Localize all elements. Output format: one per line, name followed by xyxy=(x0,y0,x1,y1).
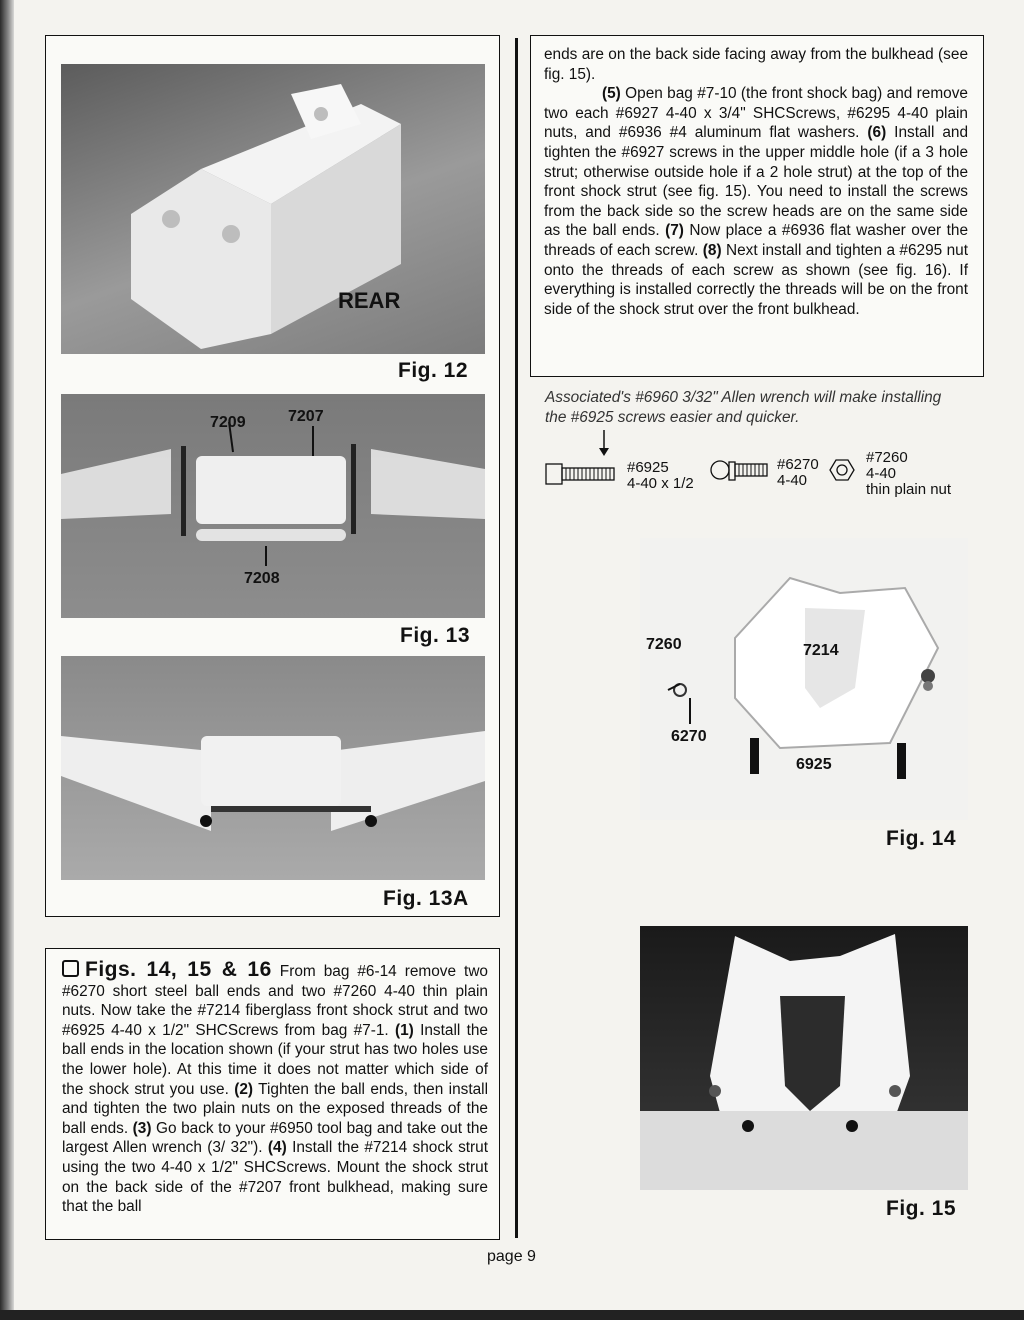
fig13-label: Fig. 13 xyxy=(400,624,471,647)
fig15-photo xyxy=(640,926,968,1190)
part-6270: #6270 4-40 xyxy=(777,456,819,489)
step-1-number: (1) xyxy=(394,1021,414,1039)
fig13a-photo xyxy=(61,656,485,880)
shock-strut-illustration xyxy=(640,538,968,820)
step-3-text: Go back to your #6950 tool bag and take out the largest Allen wrench (3/ 32"). xyxy=(62,1119,488,1157)
instructions-lead: From bag #6-14 remove two #6270 short steel ball ends and two #7260 4-40 thin plain nuts. Now take the #7214 fiberglass front shock strut and two #6925 4-40 x 1/2" SHCScrews from bag #7-1. xyxy=(62,963,488,1039)
instructions-text-left xyxy=(62,960,488,1217)
step-6-number: (6) xyxy=(867,124,887,142)
page-number: page 9 xyxy=(487,1248,536,1265)
step-2-text: Tighten the ball ends, then install and tighten the two plain nuts on the exposed threads of the ball ends. xyxy=(62,1080,489,1137)
step-1-text: Install the ball ends in the location shown (if your strut has two holes use the lower hole). At this time it does not matter which side of the shock strut you use. xyxy=(62,1021,488,1098)
fig13-callout-7209: 7209 xyxy=(210,414,246,431)
step-2-number: (2) xyxy=(234,1080,254,1098)
continued-text: ends are on the back side facing away from the bulkhead (see fig. 15). xyxy=(544,46,968,83)
part-6925: #6925 4-40 x 1/2 xyxy=(627,459,694,492)
book-binding-edge xyxy=(0,0,14,1320)
assembled-bulkhead-illustration xyxy=(61,656,485,880)
installed-strut-illustration xyxy=(640,926,968,1190)
allen-wrench-note: Associated's #6960 3/32" Allen wrench will make installing the #6925 screws easier and quicker. xyxy=(545,389,942,426)
step-7-number: (7) xyxy=(665,222,684,240)
step-3-number: (3) xyxy=(132,1119,152,1137)
fig13-callout-7207: 7207 xyxy=(288,408,324,425)
page-bottom-edge xyxy=(0,1310,1024,1320)
step-4-text: Install the #7214 shock strut using the two 4-40 x 1/2" SHCScrews. Mount the shock strut on the back side of the #7207 front bulkhead, making sure that the ball xyxy=(62,1139,489,1216)
column-divider xyxy=(515,38,518,1238)
fig14-callout-6925: 6925 xyxy=(796,756,832,773)
step-checkbox[interactable] xyxy=(62,960,79,977)
fig14-label: Fig. 14 xyxy=(886,827,957,850)
screw-icon xyxy=(546,464,614,484)
fig13a-label: Fig. 13A xyxy=(383,887,469,910)
step-7-text: Now place a #6936 flat washer over the threads of each screw. xyxy=(544,222,969,259)
fig12-label: Fig. 12 xyxy=(398,359,469,382)
fig12-rear-callout: REAR xyxy=(338,288,401,313)
step-5-number: (5) xyxy=(602,85,621,103)
instructions-text-right xyxy=(544,45,968,319)
step-8-text: Next install and tighten a #6295 nut onto the threads of each screw as shown (see fig. 16). If everything is installed correctly the threads will be on the front side of the shock strut over the front bulkhead. xyxy=(544,241,968,318)
fig14-callout-6270: 6270 xyxy=(671,728,707,745)
parts-row-graphics xyxy=(540,428,870,498)
step-8-number: (8) xyxy=(702,241,722,259)
fig13-callout-7208: 7208 xyxy=(244,570,280,587)
step-6-text: Install and tighten the #6927 screws in the upper middle hole (if a 3 hole strut; otherwise outside hole if a 2 hole strut) at the top of the front shock strut (see fig. 15). You need to install the screws from the back side so the screw heads are on the same side as the ball ends. xyxy=(544,124,968,240)
fig12-photo xyxy=(61,64,485,354)
ball-end-icon xyxy=(711,461,767,480)
hex-nut-icon xyxy=(830,460,854,480)
step-5-text: Open bag #7-10 (the front shock bag) and remove two each #6927 4-40 x 3/4" SHCScrews, #6295 4-40 plain nuts, and #6936 #4 aluminum flat washers. xyxy=(544,85,968,142)
bulkhead-illustration xyxy=(61,64,485,354)
fig15-label: Fig. 15 xyxy=(886,1197,957,1220)
part-7260: #7260 4-40 thin plain nut xyxy=(866,449,952,498)
instructions-heading: Figs. 14, 15 & 16 xyxy=(85,958,272,981)
step-4-number: (4) xyxy=(267,1139,287,1157)
fig14-photo xyxy=(640,538,968,820)
fig14-callout-7260: 7260 xyxy=(646,636,682,653)
fig14-callout-7214: 7214 xyxy=(803,642,839,659)
